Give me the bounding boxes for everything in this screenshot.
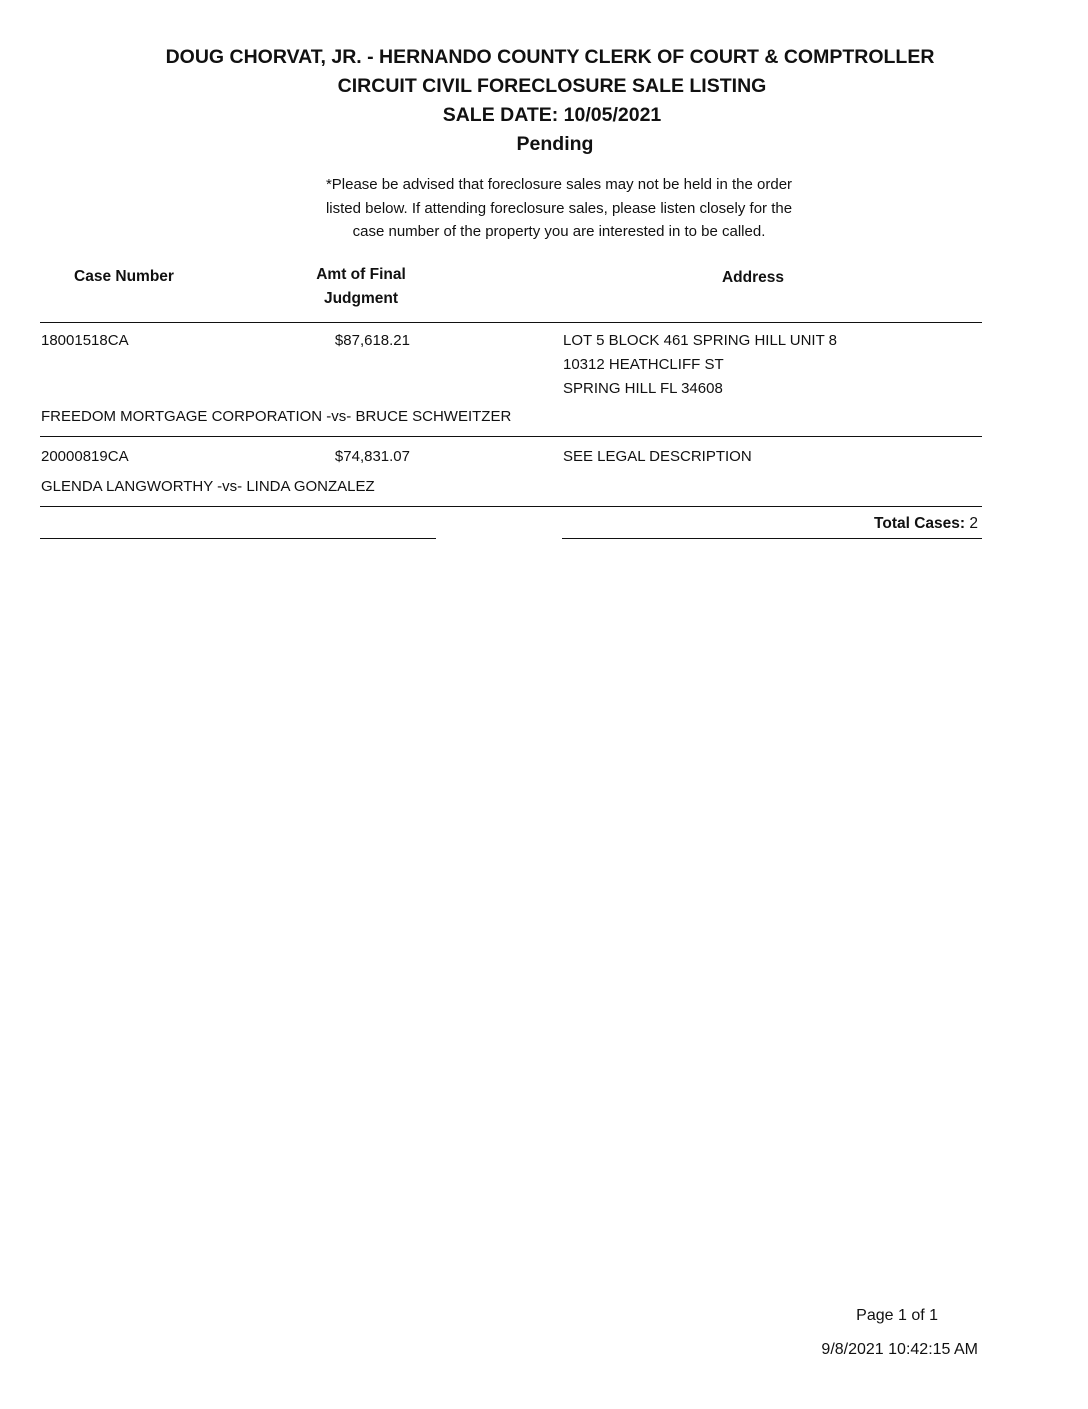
judgment-amount: $87,618.21 xyxy=(334,332,410,349)
sale-date: SALE DATE: 10/05/2021 xyxy=(442,104,662,126)
clerk-title: DOUG CHORVAT, JR. - HERNANDO COUNTY CLERK OF COURT & COMPTROLLER xyxy=(165,46,935,68)
page-number: Page 1 of 1 xyxy=(856,1307,938,1324)
print-timestamp: 9/8/2021 10:42:15 AM xyxy=(821,1341,978,1358)
status-label: Pending xyxy=(516,133,594,155)
row-divider xyxy=(40,506,982,507)
listing-title: CIRCUIT CIVIL FORECLOSURE SALE LISTING xyxy=(337,75,767,97)
case-number: 18001518CA xyxy=(41,332,129,349)
address-line: LOT 5 BLOCK 461 SPRING HILL UNIT 8 xyxy=(563,332,837,349)
column-header-case-number: Case Number xyxy=(74,268,174,285)
row-divider xyxy=(40,436,982,437)
column-header-amount-line2: Judgment xyxy=(323,290,399,307)
property-address xyxy=(563,329,837,401)
case-parties: FREEDOM MORTGAGE CORPORATION -vs- BRUCE SCHWEITZER xyxy=(41,408,512,425)
judgment-amount: $74,831.07 xyxy=(334,448,410,465)
column-header-address: Address xyxy=(721,269,785,286)
total-cases-label: Total Cases: xyxy=(874,515,966,532)
notice-line: case number of the property you are interested in to be called. xyxy=(352,223,766,240)
column-header-amount xyxy=(292,263,430,311)
notice-line: listed below. If attending foreclosure sales, please listen closely for the xyxy=(325,199,793,217)
total-cases-value: 2 xyxy=(969,515,978,532)
case-number: 20000819CA xyxy=(41,448,129,465)
address-line: SEE LEGAL DESCRIPTION xyxy=(563,448,752,465)
footer-divider xyxy=(562,538,982,539)
column-header-amount-line1: Amt of Final xyxy=(316,266,406,283)
report-header xyxy=(0,43,1088,159)
property-address xyxy=(563,445,752,469)
notice-line: *Please be advised that foreclosure sales may not be held in the order xyxy=(325,176,793,193)
advisory-notice xyxy=(0,173,1088,244)
footer-divider xyxy=(40,538,436,539)
total-cases xyxy=(874,512,978,536)
case-parties: GLENDA LANGWORTHY -vs- LINDA GONZALEZ xyxy=(41,478,375,495)
header-divider xyxy=(40,322,982,323)
address-line: 10312 HEATHCLIFF ST xyxy=(563,356,724,373)
address-line: SPRING HILL FL 34608 xyxy=(563,380,723,397)
